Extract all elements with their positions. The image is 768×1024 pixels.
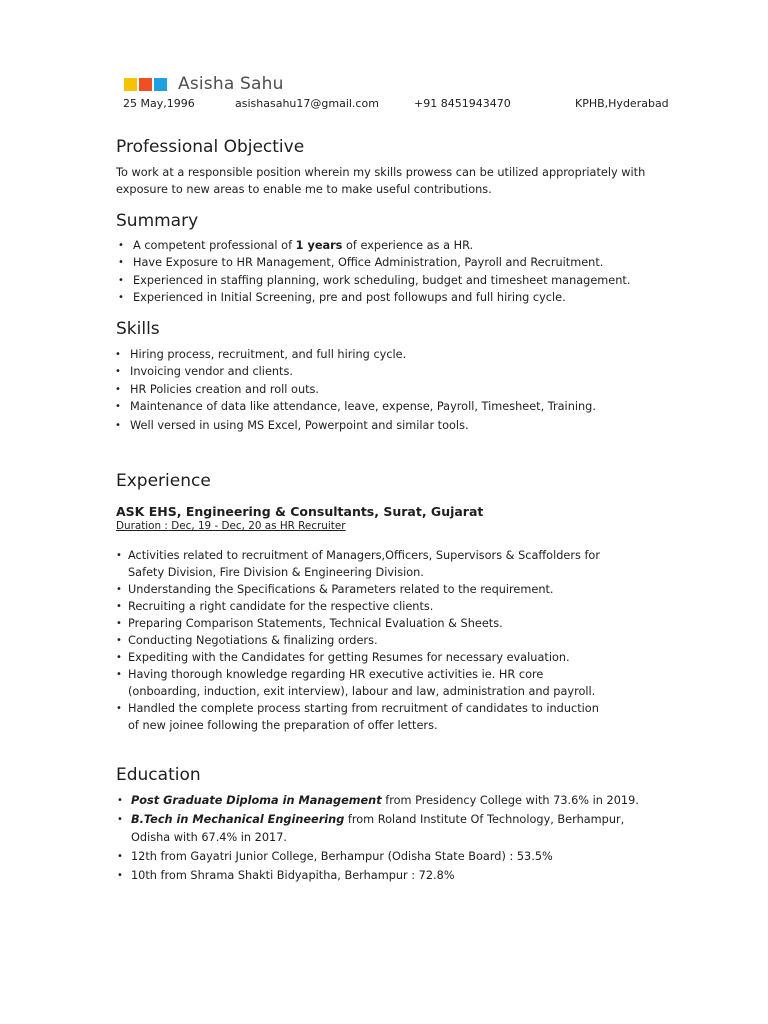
education-item [131,811,651,846]
resume-header [123,72,684,110]
skill-item: • Hiring process, recruitment, and full hiring cycle. [130,346,596,363]
experience-item-line: Safety Division, Fire Division & Engineering Division. [128,566,424,579]
experience-item: • Preparing Comparison Statements, Technical Evaluation & Sheets. [128,615,648,632]
company-name: ASK EHS, Engineering & Consultants, Surat, Gujarat [116,504,484,519]
summary-item-text: A competent professional of [133,239,296,252]
education-item [131,848,651,866]
logo-square-yellow [124,78,137,91]
education-detail: from Roland Institute Of Technology, Berhampur, Odisha with 67.4% in 2017. [131,813,625,844]
experience-item [128,700,648,734]
skill-item: • Well versed in using MS Excel, Powerpoint and similar tools. [130,417,596,434]
experience-item: • Conducting Negotiations & finalizing orders. [128,632,648,649]
summary-list [133,237,630,307]
education-list [131,792,651,886]
education-item [131,792,651,810]
objective-text: To work at a responsible position wherein my skills prowess can be utilized appropriately with exposure to new areas to enable me to make useful contributions. [116,166,646,196]
skill-item: • Invoicing vendor and clients. [130,363,596,380]
experience-item [128,547,648,581]
email-address[interactable]: asishasahu17@gmail.com [235,97,379,110]
objective-heading: Professional Objective [116,137,305,157]
experience-item-line: Having thorough knowledge regarding HR executive activities ie. HR core [128,668,544,681]
experience-item-line: (onboarding, induction, exit interview), labour and law, administration and payroll. [128,685,596,698]
skills-list [130,346,596,434]
experience-list [128,547,648,734]
summary-item-text: of experience as a HR. [342,239,474,252]
candidate-name: Asisha Sahu [178,74,284,94]
experience-item-line: of new joinee following the preparation of offer letters. [128,719,438,732]
experience-item-line: Handled the complete process starting from recruitment of candidates to induction [128,702,599,715]
degree-name: Post Graduate Diploma in Management [131,794,382,807]
summary-heading: Summary [116,211,199,231]
contact-row [123,97,671,111]
education-heading: Education [116,765,201,785]
logo-squares-icon [124,78,169,91]
logo-square-blue [154,78,167,91]
education-detail: from Presidency College with 73.6% in 2019. [381,794,639,807]
location: KPHB,Hyderabad [575,97,669,110]
experience-item: • Recruiting a right candidate for the respective clients. [128,598,648,615]
education-detail: 12th from Gayatri Junior College, Berhampur (Odisha State Board) : 53.5% [131,849,553,863]
skill-item: • HR Policies creation and roll outs. [130,381,596,398]
experience-item: • Expediting with the Candidates for getting Resumes for necessary evaluation. [128,649,648,666]
date-of-birth: 25 May,1996 [123,97,195,110]
experience-heading: Experience [116,471,211,491]
summary-item: • Experienced in Initial Screening, pre and post followups and full hiring cycle. [133,289,630,306]
experience-item [128,666,648,700]
education-item [131,867,651,885]
summary-item: • Have Exposure to HR Management, Office Administration, Payroll and Recruitment. [133,254,630,271]
name-row [124,72,684,96]
summary-item-bold: 1 years [295,239,343,252]
experience-item: • Understanding the Specifications & Parameters related to the requirement. [128,581,648,598]
job-duration: Duration : Dec, 19 - Dec, 20 as HR Recruiter [116,520,346,532]
skill-item: • Maintenance of data like attendance, leave, expense, Payroll, Timesheet, Training. [130,398,596,415]
phone-number[interactable]: +91 8451943470 [414,97,511,110]
summary-item [133,237,630,254]
degree-name: B.Tech in Mechanical Engineering [131,813,345,826]
experience-item-line: Activities related to recruitment of Managers,Officers, Supervisors & Scaffolders for [128,549,600,562]
skills-heading: Skills [116,319,160,339]
logo-square-red [139,78,152,91]
education-detail: 10th from Shrama Shakti Bidyapitha, Berhampur : 72.8% [131,868,455,882]
summary-item: • Experienced in staffing planning, work scheduling, budget and timesheet management. [133,272,630,289]
